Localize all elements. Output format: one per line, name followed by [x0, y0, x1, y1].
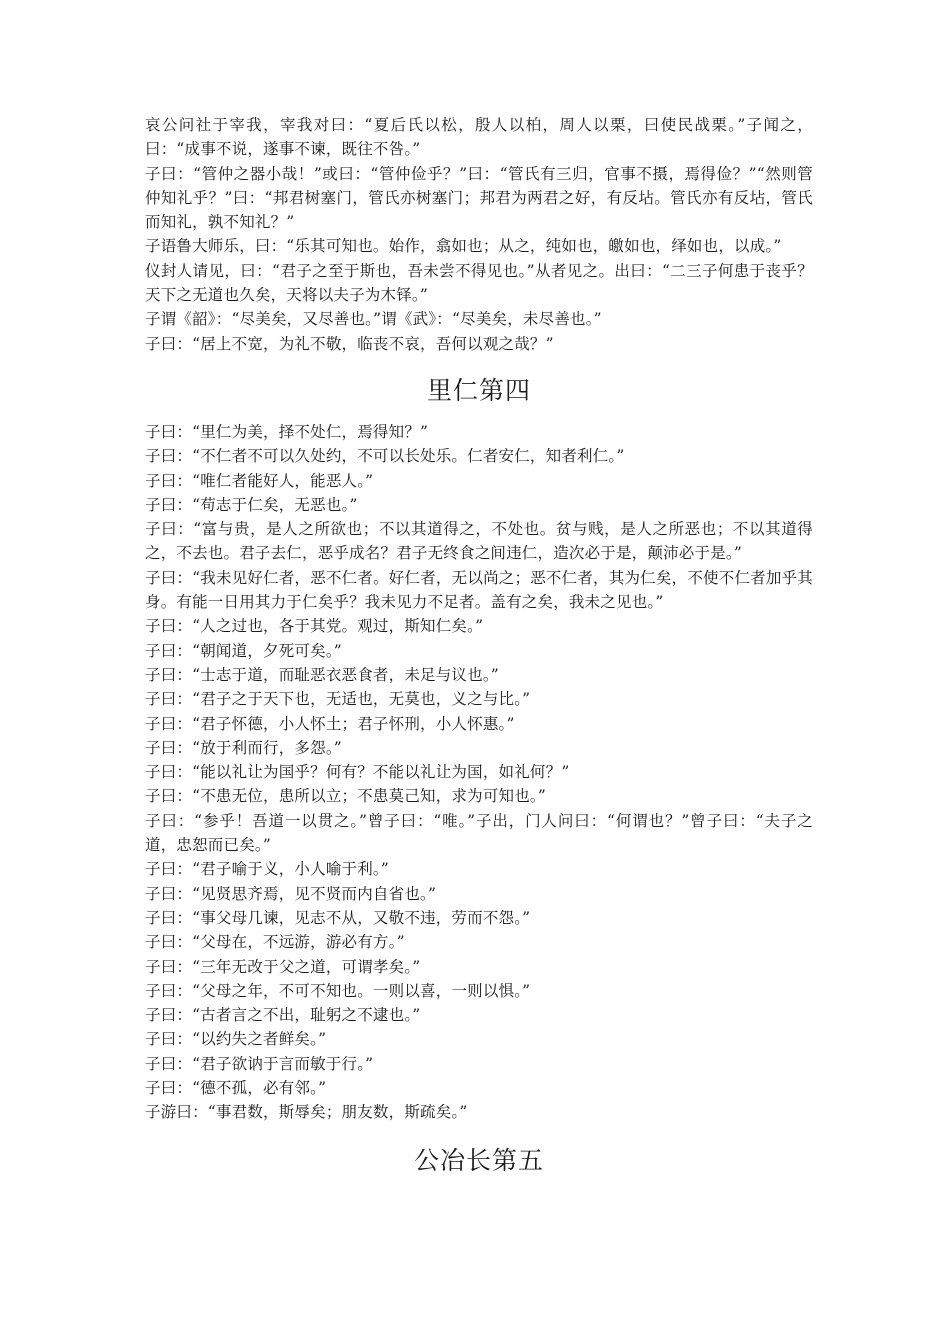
- document-page: [145, 113, 813, 1176]
- verse-paragraph: 子曰：“朝闻道，夕死可矣。”: [145, 641, 342, 660]
- section-liren-content: [145, 420, 813, 1125]
- verse-paragraph: 子曰：“见贤思齐焉，见不贤而内自省也。”: [145, 884, 437, 903]
- verse-paragraph: 子谓《韶》：“尽美矣，又尽善也。”谓《武》：“尽美矣，未尽善也。”: [145, 310, 602, 329]
- verse-paragraph: 子曰：“放于利而行，多怨。”: [145, 738, 342, 757]
- verse-paragraph: 子游曰：“事君数，斯辱矣；朋友数，斯疏矣。”: [145, 1103, 468, 1122]
- verse-paragraph: 子曰：“里仁为美，择不处仁，焉得知？”: [145, 422, 429, 441]
- verse-paragraph: 子曰：“能以礼让为国乎？何有？不能以礼让为国，如礼何？”: [145, 763, 570, 782]
- verse-paragraph: 子曰：“不仁者不可以久处约，不可以长处乐。仁者安仁，知者利仁。”: [145, 447, 625, 466]
- verse-paragraph: 子曰：“管仲之器小哉！”或曰：“管仲俭乎？”曰：“管氏有三归，官事不摄，焉得俭？”“然则管仲知礼乎？”曰：“邦君树塞门，管氏亦树塞门；邦君为两君之好，有反坫。管氏亦有反坫，管氏而知礼，孰不知礼？”: [145, 164, 813, 232]
- verse-paragraph: 子曰：“三年无改于父之道，可谓孝矣。”: [145, 957, 421, 976]
- verse-paragraph: 子曰：“人之过也，各于其党。观过，斯知仁矣。”: [145, 617, 484, 636]
- verse-paragraph: 子曰：“苟志于仁矣，无恶也。”: [145, 495, 358, 514]
- verse-paragraph: 子曰：“父母在，不远游，游必有方。”: [145, 933, 405, 952]
- verse-paragraph: 子曰：“君子怀德，小人怀土；君子怀刑，小人怀惠。”: [145, 714, 515, 733]
- section-previous-content: [145, 113, 813, 356]
- verse-paragraph: 子曰：“君子欲讷于言而敏于行。”: [145, 1054, 374, 1073]
- chapter-heading-gongyechang: 公冶长第五: [413, 1145, 544, 1175]
- verse-paragraph: 哀公问社于宰我，宰我对曰：“夏后氏以松，殷人以柏，周人以栗，曰使民战栗。”子闻之，曰：“成事不说，遂事不谏，既往不咎。”: [145, 116, 813, 159]
- verse-paragraph: 子曰：“居上不宽，为礼不敬，临丧不哀，吾何以观之哉？”: [145, 334, 554, 353]
- verse-paragraph: 子曰：“富与贵，是人之所欲也；不以其道得之，不处也。贫与贱，是人之所恶也；不以其道得之，不去也。君子去仁，恶乎成名？君子无终食之间违仁，造次必于是，颠沛必于是。”: [145, 520, 813, 563]
- verse-paragraph: 子曰：“以约失之者鲜矣。”: [145, 1030, 327, 1049]
- verse-paragraph: 子曰：“事父母几谏，见志不从，又敬不违，劳而不怨。”: [145, 908, 531, 927]
- verse-paragraph: 子曰：“唯仁者能好人，能恶人。”: [145, 471, 374, 490]
- verse-paragraph: 子曰：“父母之年，不可不知也。一则以喜，一则以惧。”: [145, 981, 531, 1000]
- verse-paragraph: 子语鲁大师乐，曰：“乐其可知也。始作，翕如也；从之，纯如也，皦如也，绎如也，以成。”: [145, 237, 782, 256]
- chapter-heading-liren: 里仁第四: [426, 375, 531, 405]
- verse-paragraph: 子曰：“不患无位，患所以立；不患莫己知，求为可知也。”: [145, 787, 546, 806]
- verse-paragraph: 子曰：“君子之于天下也，无适也，无莫也，义之与比。”: [145, 690, 531, 709]
- verse-paragraph: 子曰：“参乎！吾道一以贯之。”曾子曰：“唯。”子出，门人问曰：“何谓也？”曾子曰：“夫子之道，忠恕而已矣。”: [145, 811, 813, 855]
- verse-paragraph: 子曰：“我未见好仁者，恶不仁者。好仁者，无以尚之；恶不仁者，其为仁矣，不使不仁者加乎其身。有能一日用其力于仁矣乎？我未见力不足者。盖有之矣，我未之见也。”: [145, 568, 813, 612]
- verse-paragraph: 仪封人请见，曰：“君子之至于斯也，吾未尝不得见也。”从者见之。出曰：“二三子何患于丧乎？天下之无道也久矣，天将以夫子为木铎。”: [145, 261, 813, 305]
- verse-paragraph: 子曰：“古者言之不出，耻躬之不逮也。”: [145, 1006, 421, 1025]
- verse-paragraph: 子曰：“士志于道，而耻恶衣恶食者，未足与议也。”: [145, 665, 499, 684]
- verse-paragraph: 子曰：“德不孤，必有邻。”: [145, 1078, 327, 1097]
- verse-paragraph: 子曰：“君子喻于义，小人喻于利。”: [145, 860, 389, 879]
